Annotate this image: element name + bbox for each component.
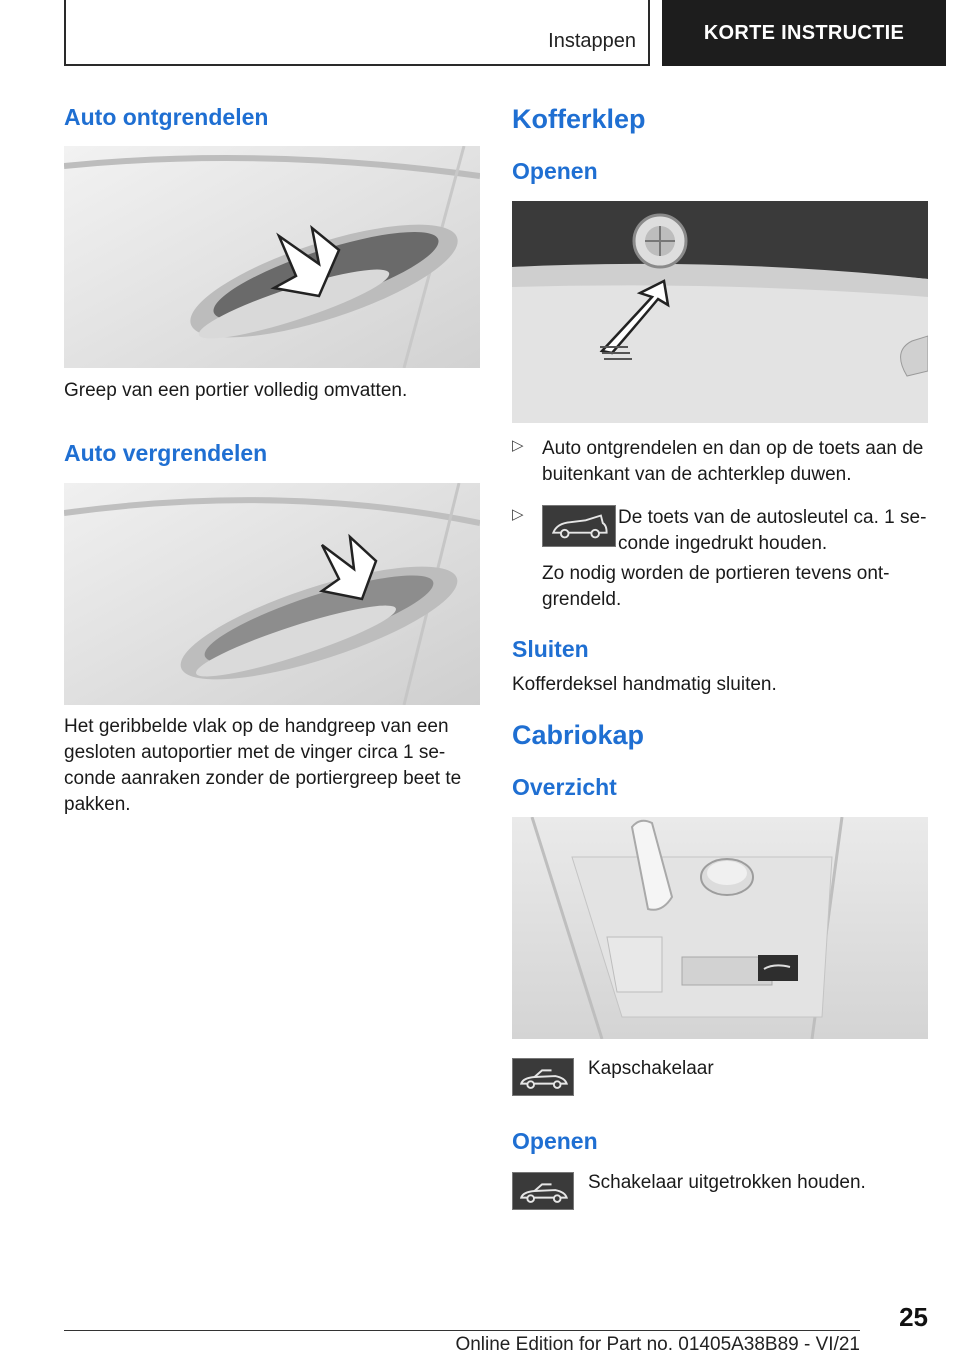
footer-rule [64,1330,860,1331]
trunk-step-1-text: Auto ontgrendelen en dan op de toets aan de buitenkant van de achterklep duwen. [542,438,924,485]
heading-kofferklep: Kofferklep [512,104,646,134]
roof-open-text: Schakelaar uitgetrokken houden. [588,1172,866,1193]
unlock-caption: Greep van een portier volledig omvatten. [64,380,408,401]
heading-overzicht: Overzicht [512,774,617,800]
header-section-title: Instappen [548,30,636,52]
triangle-right-icon: ▷ [512,506,524,523]
page-number: 25 [899,1302,928,1332]
header-right-rule [648,0,650,66]
header-bottom-rule [64,64,650,66]
heading-auto-ontgrendelen: Auto ontgrendelen [64,104,269,130]
door-handle-unlock-image [64,146,480,368]
sluiten-text: Kofferdeksel handmatig sluiten. [512,674,777,695]
header-chapter-tab: KORTE INSTRUCTIE [662,0,946,66]
center-console-image [512,817,928,1039]
header-left-rule [64,0,66,66]
convertible-roof-icon [512,1172,574,1210]
trunk-step-2-text: De toets van de autosleutel ca. 1 se-conde ingedrukt houden. [618,507,927,554]
trunk-step-2-note: Zo nodig worden de portieren tevens ont-grendeld. [542,563,890,610]
kapschakelaar-label: Kapschakelaar [588,1058,714,1079]
heading-cabriokap: Cabriokap [512,720,645,750]
heading-openen-trunk: Openen [512,158,598,184]
triangle-right-icon: ▷ [512,437,524,454]
convertible-roof-icon [512,1058,574,1096]
heading-sluiten: Sluiten [512,636,589,662]
footer-edition: Online Edition for Part no. 01405A38B89 - VI/21 [455,1334,860,1355]
trunk-button-image [512,201,928,423]
heading-openen-roof: Openen [512,1128,598,1154]
heading-auto-vergrendelen: Auto vergrendelen [64,440,268,466]
car-trunk-open-icon [542,505,616,547]
door-handle-lock-image [64,483,480,705]
lock-caption: Het geribbelde vlak op de handgreep van een gesloten autoportier met de vinger circa 1 se-conde aanraken zonder de portiergreep beet te pakken. [64,716,462,815]
